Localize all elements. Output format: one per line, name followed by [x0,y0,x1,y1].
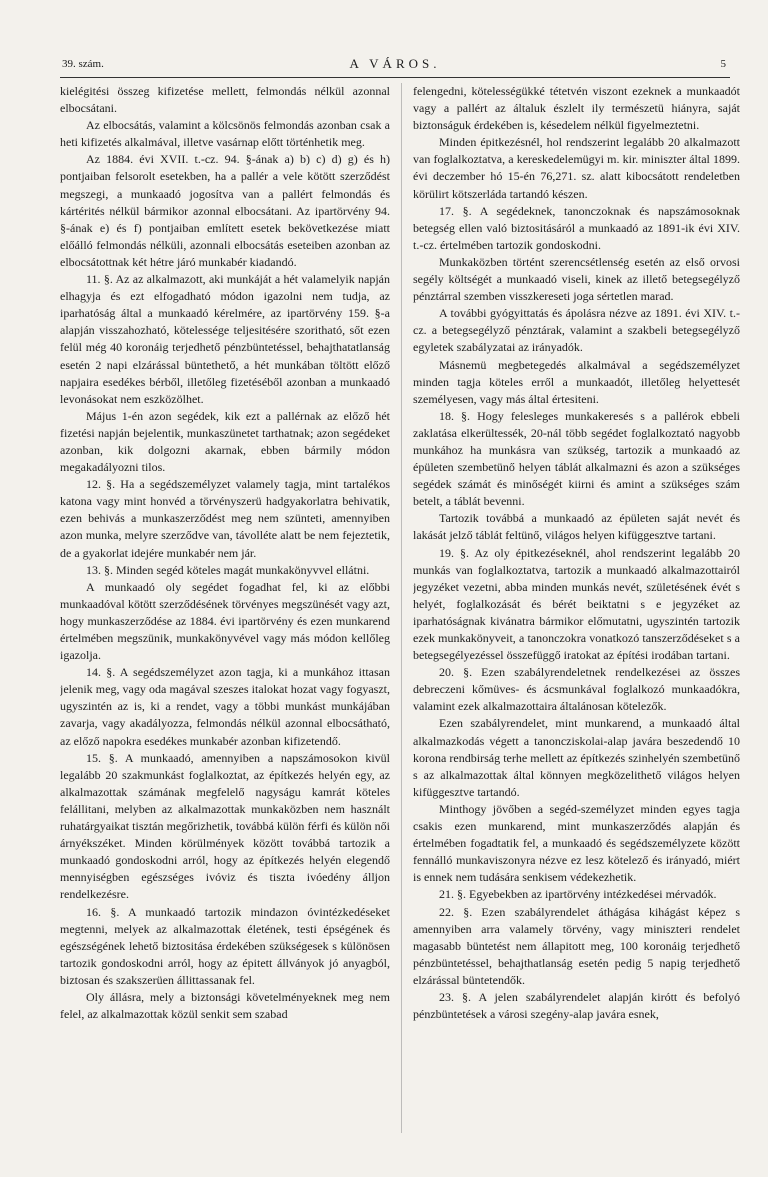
paragraph: Az 1884. évi XVII. t.-cz. 94. §-ának a) b) c) d) g) és h) pontjaiban felsorolt esetekben, ha a pallér a vele kötött szerződést megszegi, a munkaadó jogosítva van a pallért felmondás és kártérités nélkül bármikor azonnal elbocsátani. Az ipartörvény 94. §-ának e) és f) pontjaiban említett esetek bekövetkezése miatt előálló felmondás nélküli, azonnali elbocsátás eseteiben azonban az elbocsátottnak két hétre járó munkabér kiadandó. [60,152,390,269]
paragraph: Ezen szabályrendelet, mint munkarend, a munkaadó által alkalmazkodás végett a tanoncziskolai-alap javára beszedendő 10 korona rendbirság terhe mellett az építkezés szinhelyén szembetünő s az alkalmazottak által könnyen megközelithető világos helyen kifüggesztve tartandó. [413,716,740,799]
issue-number: 39. szám. [62,58,104,70]
paragraph: A munkaadó oly segédet fogadhat fel, ki az előbbi munkaadóval kötött szerződésének törvényes megszünését vagy azt, hogy munkaszerződése az 1884. évi ipartörvény és ezen munkarend értelmében megszünik, munkakönyvével vagy más módon kellőleg igazolja. [60,579,390,663]
paragraph: 19. §. Az oly épitkezéseknél, ahol rendszerint legalább 20 munkás van foglalkoztatva, tartozik a munkaadó alkalmazottairól jegyzéket vezetni, abba minden munkás nevét, születésének évét s helyét, foglalkozását és bérét beiktatni s e jegyzéket az iparhatóságnak kivánatra bármikor előmutatni, ugyszintén tartozik ezek munkakönyveit, a tanonczokra vonatkozó tanszerződéseket s a betegsegélyezéssel összefüggő iratokat az építési irodában tartani. [413,545,740,663]
paragraph: Tartozik továbbá a munkaadó az épületen saját nevét és lakását jelző táblát feltünő, világos helyen kifüggesztve tartani. [413,511,740,543]
paragraph: 17. §. A segédeknek, tanonczoknak és napszámosoknak betegség ellen való biztositásáról a munkaadó az 1891-ik évi XIV. t.-cz. értelmében tartozik gondoskodni. [413,203,740,252]
page-header [60,55,730,78]
page-number: 5 [720,58,726,70]
paragraph: Minden épitkezésnél, hol rendszerint legalább 20 alkalmazott van foglalkoztatva, a kereskedelemügyi m. kir. miniszter által 1899. évi deczember hó 15-én 76,271. sz. alatt kibocsátott rendeletben körülirt kötszerláda tartandó készen. [413,135,740,201]
paragraph: Másnemü megbetegedés alkalmával a segédszemélyzet minden tagja köteles erről a munkaadót, illetőleg helyettesét személyesen, vagy más által értesiteni. [413,357,740,406]
paragraph: 21. §. Egyebekben az ipartörvény intézkedései mérvadók. [439,887,717,902]
paragraph: Május 1-én azon segédek, kik ezt a pallérnak az előző hét fizetési napján bejelentik, munkaszünetet tarthatnak; azon segédeket azonban, kik dolgozni akarnak, ebben bármily módon megakadályozni tilos. [60,408,390,475]
paragraph: 16. §. A munkaadó tartozik mindazon óvintézkedéseket megtenni, melyek az alkalmazottak életének, testi épségének és egészségének lehető biztositása érdekében szükségesek s különösen tartozik gondoskodni arról, hogy az épitett állványok jó anyagból, biztosan és szakszerüen állittassanak fel. [60,904,390,987]
paragraph: 20. §. Ezen szabályrendeletnek rendelkezései az összes debreczeni kőmüves- és ácsmunkával foglalkozó munkaadókra, valamint ezek alkalmazottaira általánosan kötelezők. [413,665,740,714]
paragraph: kielégitési összeg kifizetése mellett, felmondás nélkül azonnal elbocsátani. [60,84,390,116]
paragraph: Munkaközben történt szerencsétlenség esetén az első orvosi segély költségét a munkaadó viseli, kinek az illető betegsegélyző pénztárral szemben visszkereseti joga sértetlen marad. [413,254,740,304]
paragraph: 12. §. Ha a segédszemélyzet valamely tagja, mint tartalékos katona vagy mint honvéd a törvényszerü hadgyakorlatra behivatik, ezen behivás a munkaszerződést meg nem szünteti, amennyiben azon munka, melyre szerződve van, távolléte alatt be nem fejeztetik, de a gyakorlat idejére munkabér nem jár. [60,477,390,560]
paragraph: Minthogy jövőben a segéd-személyzet minden egyes tagja csakis ezen munkarend, mint munkaszerződés alapján és értelmében fogadtatik fel, a munkaadó és segédszemélyzete között fennálló munkaviszonyra nézve ez lesz kötelező és irányadó, miért is ennek nem tudására senkisem védekezhetik. [413,801,740,885]
column-divider [401,83,402,1133]
paragraph: Oly állásra, mely a biztonsági követelményeknek meg nem felel, az alkalmazottak közül senkit sem szabad [60,989,390,1022]
paragraph: 18. §. Hogy felesleges munkakeresés s a pallérok ebbeli zaklatása elkerültessék, 20-nál több segédet foglalkoztató nagyobb munkához ha munkásra van szükség, tartozik a munkaadó az épületen szembetünő helyen táblát alkalmazni és azon a szükséges segédek számát és minőségét kiirni és amint a szükséges szám betelt, a táblát bevenni. [413,408,740,509]
paragraph: 13. §. Minden segéd köteles magát munkakönyvvel ellátni. [86,562,370,577]
newspaper-title: A VÁROS. [349,56,441,71]
paragraph: Az elbocsátás, valamint a kölcsönös felmondás azonban csak a heti kifizetés alkalmával, illetve vasárnap előtt történhetik meg. [60,118,390,150]
paragraph: felengedni, kötelességükké tétetvén viszont ezeknek a munkaadót vagy a pallért az általuk észlelt ily természetü hiányra, saját biztonságuk érdekében is, késedelem nélkül figyelmeztetni. [413,84,740,133]
right-column [413,83,740,1133]
paragraph: 11. §. Az az alkalmazott, aki munkáját a hét valamelyik napján elhagyja és ezt elfogadható módon igazolni nem tudja, az iparhatóság által a munkaadó kérelmére, az ipartörvény 159. §-a alapján visszahozható, kötelessége teljesitésére szoritható, sőt ezen felül még 40 koronáig terjedhető pénzbüntetéssel, behajthatatlanság esetén 2 napi elzárással büntethető, a hét munkában töltött előző napjaira esedékes bérből, illetőleg fizetéséből azonban a munkaadó levonásokat nem eszközölhet. [60,272,390,406]
left-column [60,83,390,1133]
paragraph: A további gyógyittatás és ápolásra nézve az 1891. évi XIV. t.-cz. a betegsegélyző pénztárak, valamint a szakbeli betegsegélyző egyletek szabályzatai az irányadók. [413,306,740,355]
paragraph: 23. §. A jelen szabályrendelet alapján kirótt és befolyó pénzbüntetések a városi szegény-alap javára esnek, [413,989,740,1022]
paragraph: 22. §. Ezen szabályrendelet áthágása kihágást képez s amennyiben arra valamely törvény, vagy miniszteri rendelet magasabb büntetést nem állapitott meg, 100 koronáig terjedhető pénzbüntetéssel, behajthatlanság esetén pedig 5 napig terjedhető elzárással büntetendők. [413,904,740,987]
paragraph: 15. §. A munkaadó, amennyiben a napszámosokon kivül legalább 20 szakmunkást foglalkoztat, az építkezés helyén egy, az alkalmazottak számának megfelelő nagyságu kamrát köteles felállitani, melyben az alkalmazottak munkaközben nem használt ruhatárgyaikat tisztán megőrizhetik, továbbá külön férfi és külön női árnyékszéket. Minden körülmények között továbbá tartozik a munkaadó gondoskodni arról, hogy az építkezés helyén elegendő mennyiségben egészséges ivóviz és tiszta ivóedény álljon rendelkezésre. [60,750,390,902]
paragraph: 14. §. A segédszemélyzet azon tagja, ki a munkához ittasan jelenik meg, vagy oda magával szeszes italokat hozat vagy fogyaszt, ugyszintén az is, ki a rendet, vagy a többi munkást munkájában zavarja, vagy akadályozza, felmondás nélkül azonnal elbocsátható, az előző napokra esedékes munkabér azonban kifizetendő. [60,665,390,748]
